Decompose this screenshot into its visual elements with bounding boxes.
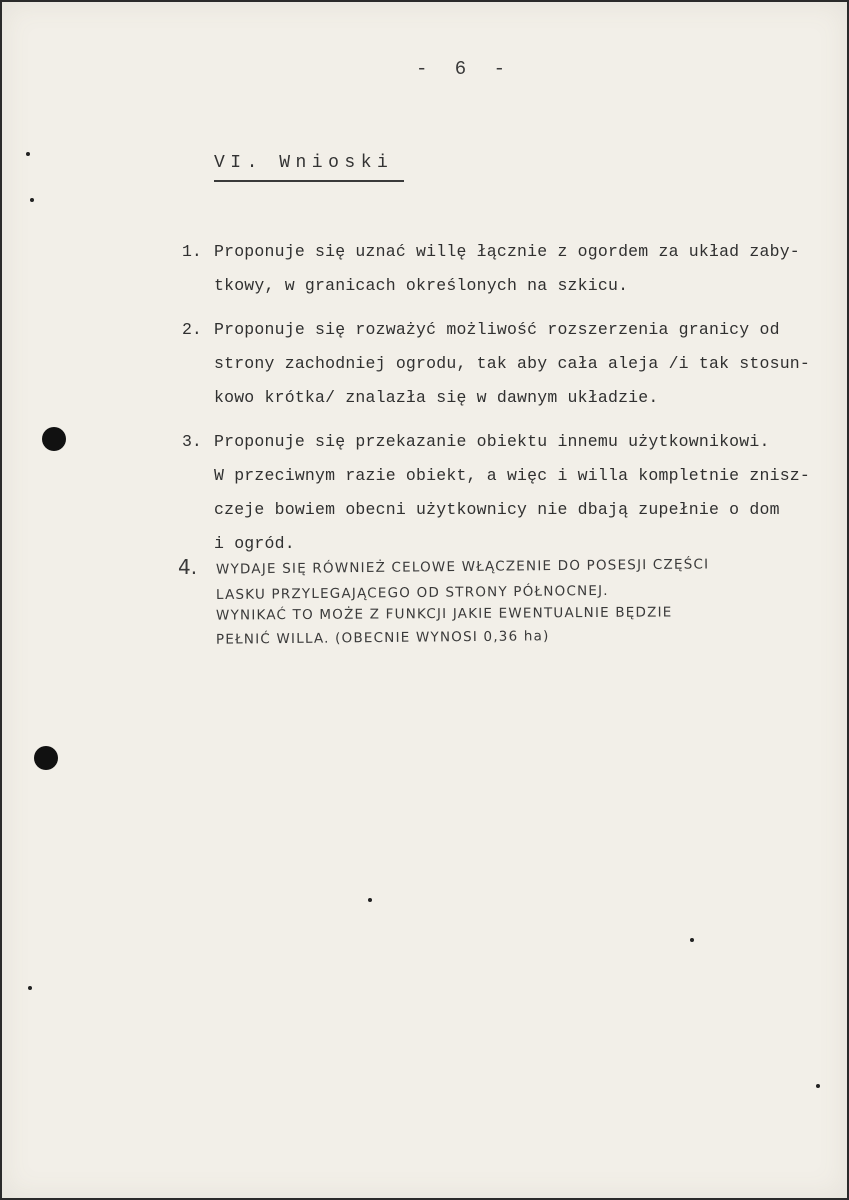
handwritten-line: WYDAJE SIĘ RÓWNIEŻ CELOWE WŁĄCZENIE DO POSESJI CZĘŚCI xyxy=(215,556,710,578)
paper-speck xyxy=(816,1084,820,1088)
paper-speck xyxy=(26,152,30,156)
section-title: VI. Wnioski xyxy=(214,153,394,173)
paper-speck xyxy=(30,198,34,202)
punch-hole xyxy=(42,427,66,451)
paper-speck xyxy=(28,986,32,990)
paper-speck xyxy=(368,898,372,902)
item-3-line: i ogród. xyxy=(214,534,295,553)
item-3-line: W przeciwnym razie obiekt, a więc i willa kompletnie znisz- xyxy=(214,466,810,485)
punch-hole xyxy=(34,746,58,770)
handwritten-item-4-number: 4. xyxy=(178,555,198,579)
item-2-line: Proponuje się rozważyć możliwość rozszerzenia granicy od xyxy=(214,320,780,339)
item-1-line: Proponuje się uznać willę łącznie z ogordem za układ zaby- xyxy=(214,242,800,261)
item-2-line: strony zachodniej ogrodu, tak aby cała aleja /i tak stosun- xyxy=(214,354,810,373)
item-3-number: 3. xyxy=(182,432,202,451)
item-1-line: tkowy, w granicach określonych na szkicu. xyxy=(214,276,629,295)
handwritten-line: LASKU PRZYLEGAJĄCEGO OD STRONY PÓŁNOCNEJ. xyxy=(215,582,609,604)
document-page xyxy=(2,2,847,1198)
item-2-line: kowo krótka/ znalazła się w dawnym układzie. xyxy=(214,388,659,407)
handwritten-line: PEŁNIĆ WILLA. (OBECNIE WYNOSI 0,36 ha) xyxy=(215,628,550,648)
page-number: - 6 - xyxy=(416,58,514,80)
item-3-line: Proponuje się przekazanie obiektu innemu użytkownikowi. xyxy=(214,432,770,451)
item-3-line: czeje bowiem obecni użytkownicy nie dbają zupełnie o dom xyxy=(214,500,780,519)
handwritten-line: WYNIKAĆ TO MOŻE Z FUNKCJI JAKIE EWENTUALNIE BĘDZIE xyxy=(215,604,673,624)
item-2-number: 2. xyxy=(182,320,202,339)
title-underline xyxy=(214,180,404,182)
paper-speck xyxy=(690,938,694,942)
item-1-number: 1. xyxy=(182,242,202,261)
